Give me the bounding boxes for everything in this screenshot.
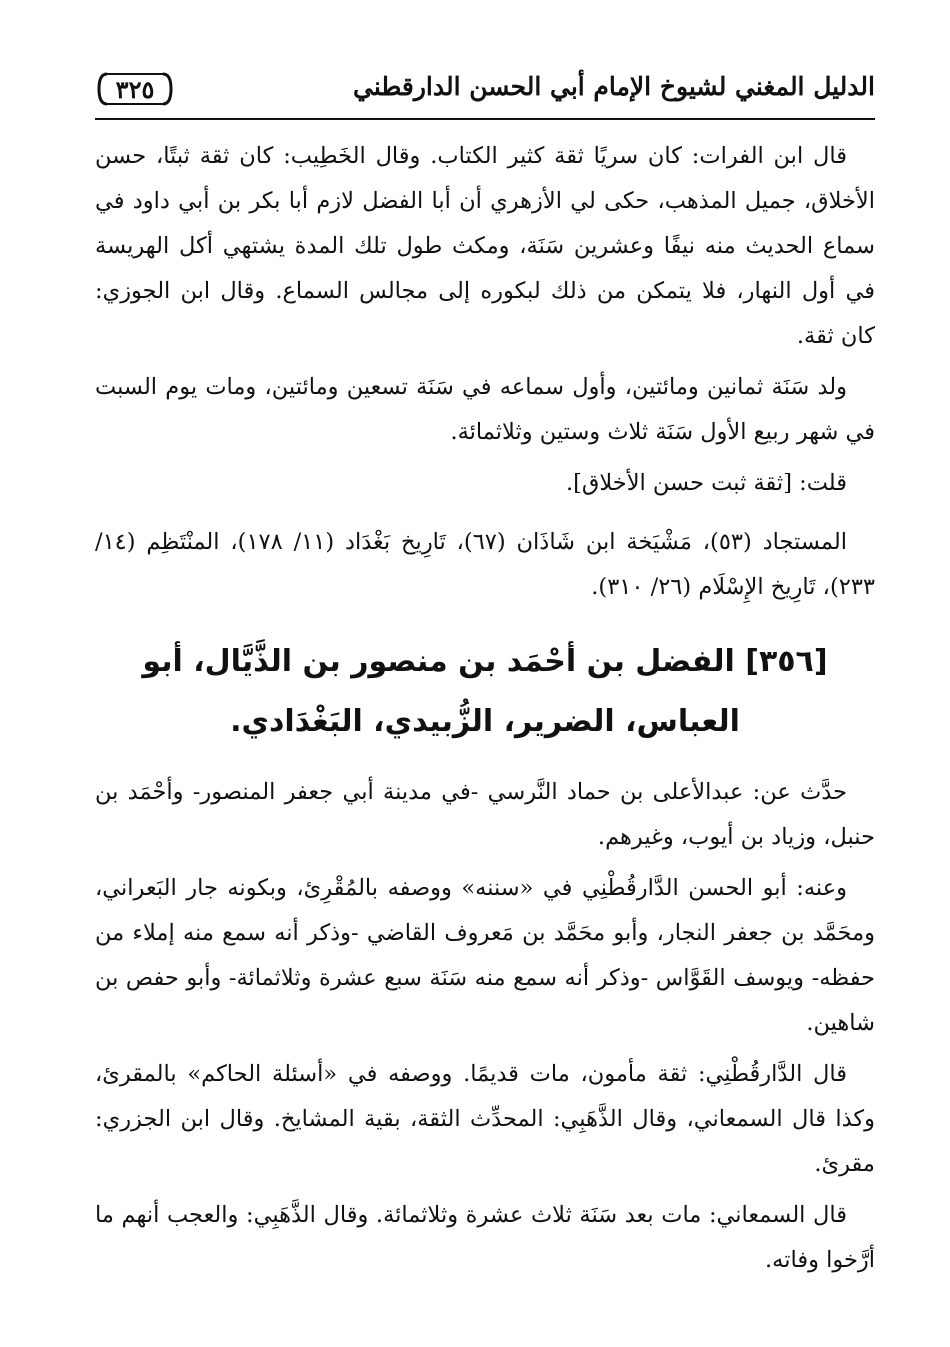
paragraph-narrated-from: حدَّث عن: عبدالأعلى بن حماد النَّرسي -في مدينة أبي جعفر المنصور- وأحْمَد بن حنبل، وزياد بن أيوب، وغيرهم. xyxy=(95,779,875,850)
paragraph-sources: المستجاد (٥٣)، مَشْيَخة ابن شَاذَان (٦٧)، تَارِيخ بَغْدَاد (١١/ ١٧٨)، المنْتَظِم (١٤/ ٢٣٣)، تَارِيخ الإِسْلَام (٢٦/ ٣١٠). xyxy=(95,529,875,600)
paragraph-birth-death: ولد سَنَة ثمانين ومائتين، وأول سماعه في سَنَة تسعين ومائتين، ومات يوم السبت في شهر ربيع الأول سَنَة ثلاث وستين وثلاثمائة. xyxy=(95,374,875,445)
paragraph-author-verdict: قلت: [ثقة ثبت حسن الأخلاق]. xyxy=(565,470,847,496)
paragraph-students: وعنه: أبو الحسن الدَّارقُطْنِي في «سننه» ووصفه بالمُقْرِئ، وبكونه جار البَعراني، ومحَمَّد بن جعفر النجار، وأبو محَمَّد بن مَعروف القاضي -وذكر أنه سمع منه إملاء من حفظه- ويوسف القَوَّاس -وذكر أنه سمع منه سَنَة سبع عشرة وثلاثمائة- وأبو حفص بن شاهين. xyxy=(95,875,875,1036)
paragraph-evaluations: قال الدَّارقُطْنِي: ثقة مأمون، مات قديمًا. ووصفه في «أسئلة الحاكم» بالمقرئ، وكذا قال السمعاني، وقال الذَّهَبِي: المحدِّث الثقة، بقية المشايخ. وقال ابن الجزري: مقرئ. xyxy=(95,1061,875,1177)
page-number-frame xyxy=(97,72,173,106)
page-header xyxy=(95,60,875,120)
entry-heading: [٣٥٦] الفضل بن أحْمَد بن منصور بن الذَّيَّال، أبو العباس، الضرير، الزُّبيدي، البَغْدَادي. xyxy=(142,644,828,739)
page-body xyxy=(95,134,875,1283)
book-page xyxy=(95,60,875,1320)
running-title: الدليل المغني لشيوخ الإمام أبي الحسن الدارقطني xyxy=(353,72,875,101)
paragraph-biography-notes: قال ابن الفرات: كان سريًا ثقة كثير الكتاب. وقال الخَطِيب: كان ثقة ثبتًا، حسن الأخلاق، جميل المذهب، حكى لي الأزهري أن أبا الفضل لازم أبا بكر بن أبي داود في سماع الحديث منه نيفًا وعشرين سَنَة، ومكث طول تلك المدة يشتهي أكل الهريسة في أول النهار، فلا يتمكن من ذلك لبكوره إلى مجالس السماع. وقال ابن الجوزي: كان ثقة. xyxy=(95,143,875,349)
page-number: ٣٢٥ xyxy=(115,74,155,104)
paragraph-death: قال السمعاني: مات بعد سَنَة ثلاث عشرة وثلاثمائة. وقال الذَّهَبِي: والعجب أنهم ما أرَّخوا وفاته. xyxy=(95,1202,875,1273)
